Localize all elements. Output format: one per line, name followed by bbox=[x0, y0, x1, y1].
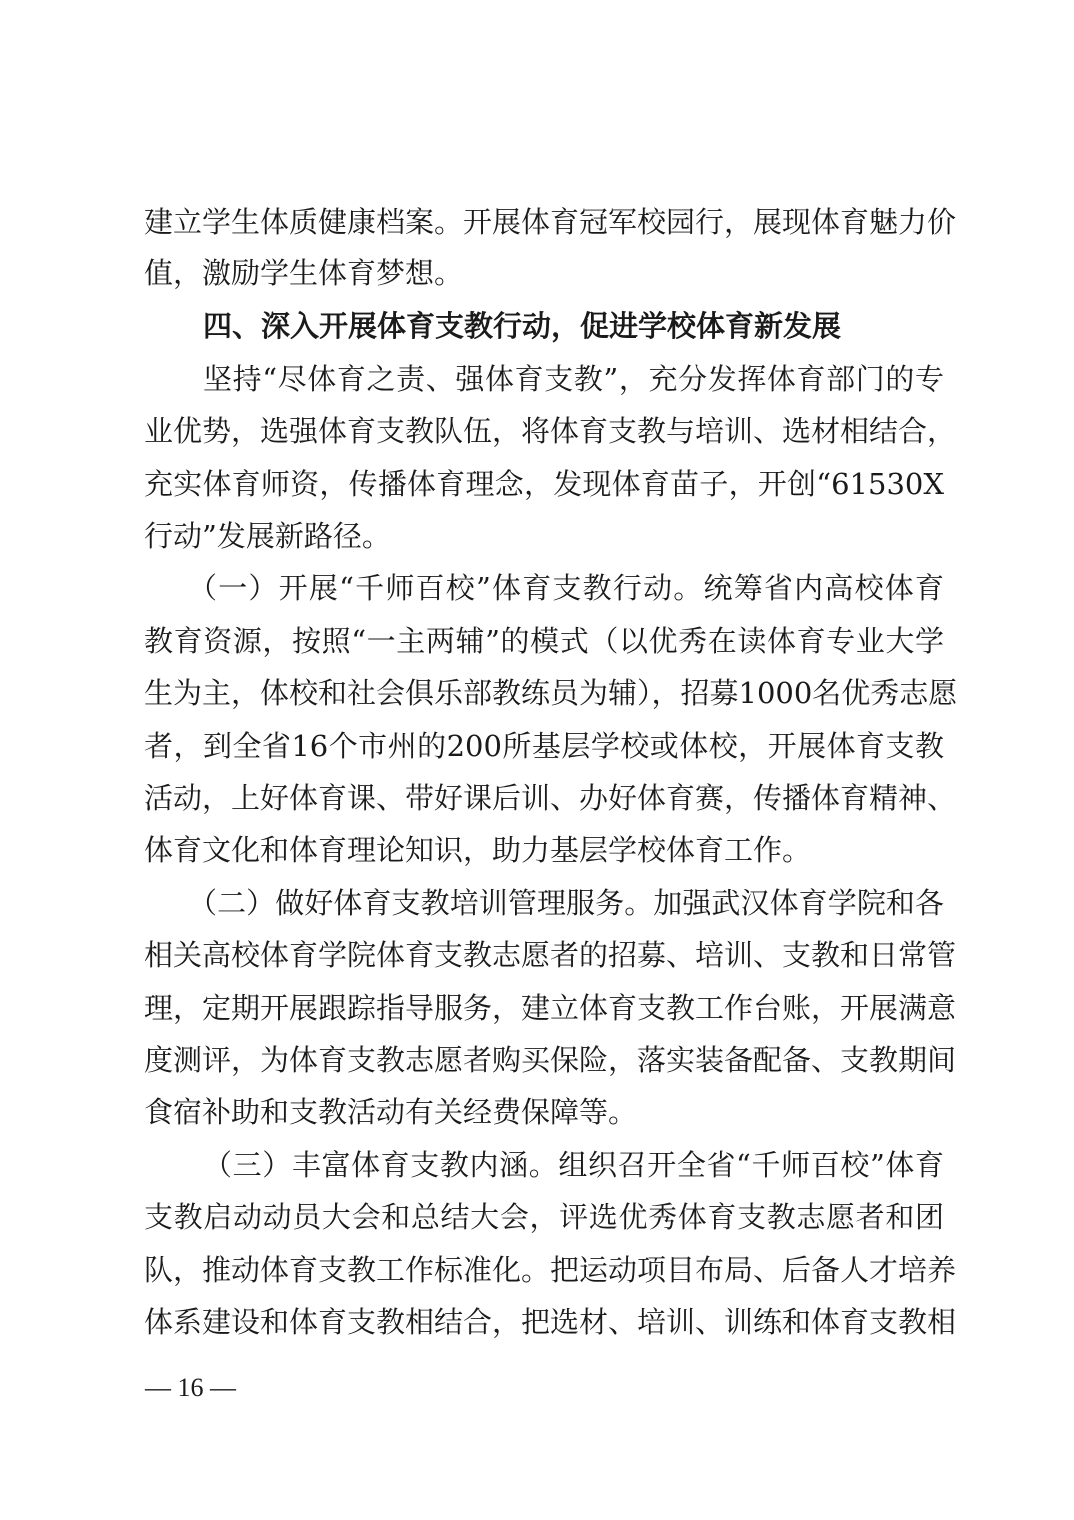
text-line: 行动”发展新路径。 bbox=[144, 519, 391, 553]
text-line: 体育文化和体育理论知识，助力基层学校体育工作。 bbox=[144, 833, 812, 867]
text-line: 活动，上好体育课、带好课后训、办好体育赛，传播体育精神、 bbox=[144, 781, 957, 815]
text-line: 充实体育师资，传播体育理念，发现体育苗子，开创“61530X bbox=[144, 467, 944, 501]
text-line: 理，定期开展跟踪指导服务，建立体育支教工作台账，开展满意 bbox=[144, 991, 957, 1025]
text-line: 教育资源，按照“一主两辅”的模式（以优秀在读体育专业大学 bbox=[144, 624, 944, 658]
text-line: 坚持“尽体育之责、强体育支教”，充分发挥体育部门的专 bbox=[203, 362, 944, 396]
text-line: 生为主，体校和社会俱乐部教练员为辅），招募1000名优秀志愿 bbox=[144, 676, 958, 710]
text-line: 建立学生体质健康档案。开展体育冠军校园行，展现体育魅力价 bbox=[144, 205, 957, 239]
text-line: 支教启动动员大会和总结大会，评选优秀体育支教志愿者和团 bbox=[144, 1200, 944, 1234]
page-number: — 16 — bbox=[145, 1373, 236, 1402]
text-line: （三）丰富体育支教内涵。组织召开全省“千师百校”体育 bbox=[203, 1148, 944, 1182]
text-line: 食宿补助和支教活动有关经费保障等。 bbox=[144, 1095, 638, 1129]
text-line: 队，推动体育支教工作标准化。把运动项目布局、后备人才培养 bbox=[144, 1253, 957, 1287]
text-line: 相关高校体育学院体育支教志愿者的招募、培训、支教和日常管 bbox=[144, 938, 957, 972]
text-line: 度测评，为体育支教志愿者购买保险，落实装备配备、支教期间 bbox=[144, 1043, 957, 1077]
section-heading: 四、深入开展体育支教行动，促进学校体育新发展 bbox=[203, 309, 842, 343]
text-line: （二）做好体育支教培训管理服务。加强武汉体育学院和各 bbox=[188, 886, 944, 920]
text-line: 值，激励学生体育梦想。 bbox=[144, 256, 464, 290]
text-line: 业优势，选强体育支教队伍，将体育支教与培训、选材相结合， bbox=[144, 414, 957, 448]
text-line: 体系建设和体育支教相结合，把选材、培训、训练和体育支教相 bbox=[144, 1305, 957, 1339]
text-line: （一）开展“千师百校”体育支教行动。统筹省内高校体育 bbox=[188, 571, 944, 605]
text-line: 者，到全省16个市州的200所基层学校或体校，开展体育支教 bbox=[144, 729, 944, 763]
